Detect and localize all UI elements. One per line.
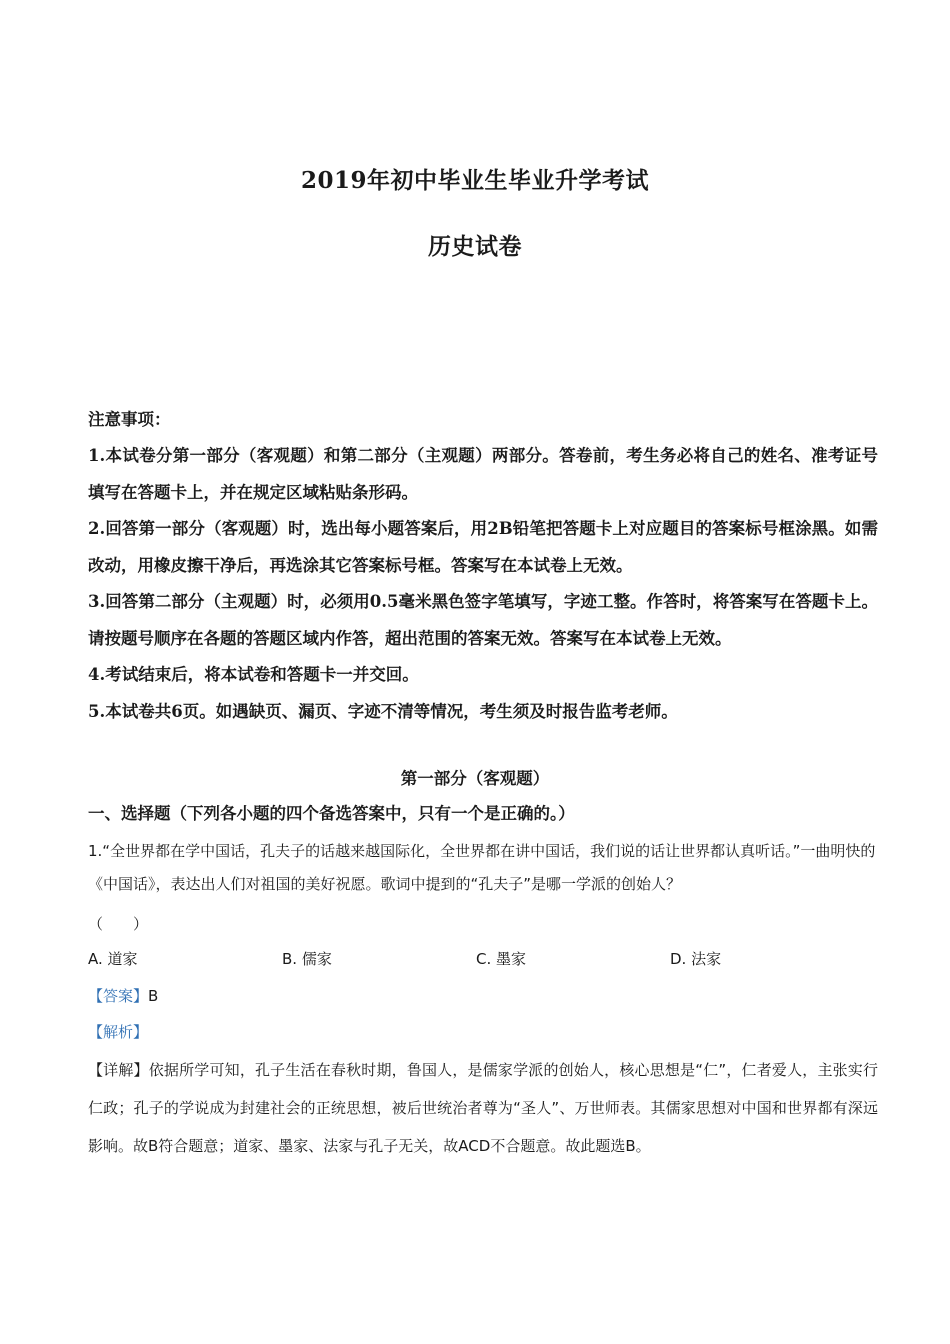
option-a: A. 道家 bbox=[88, 950, 138, 968]
option-c: C. 墨家 bbox=[476, 950, 527, 968]
question-1-options bbox=[88, 944, 878, 974]
section-title: 第一部分（客观题） bbox=[400, 769, 550, 788]
notice-item-4: 4.考试结束后，将本试卷和答题卡一并交回。 bbox=[88, 665, 419, 684]
exam-subtitle: 历史试卷 bbox=[428, 233, 522, 260]
option-b: B. 儒家 bbox=[282, 950, 332, 968]
exam-title: 2019年初中毕业生毕业升学考试 bbox=[300, 167, 649, 194]
answer-blank: （ ） bbox=[88, 915, 149, 933]
option-d: D. 法家 bbox=[670, 950, 722, 968]
answer-row bbox=[88, 981, 158, 1011]
notice-block bbox=[88, 402, 878, 730]
notice-item-5: 5.本试卷共6页。如遇缺页、漏页、字迹不清等情况，考生须及时报告监考老师。 bbox=[88, 701, 678, 721]
notice-item-1: 1.本试卷分第一部分（客观题）和第二部分（主观题）两部分。答卷前，考生务必将自己的姓名、准考证号填写在答题卡上，并在规定区域粘贴条形码。 bbox=[88, 446, 878, 502]
answer-value: B bbox=[148, 987, 159, 1005]
question-1-stem: 1.“全世界都在学中国话，孔夫子的话越来越国际化，全世界都在讲中国话，我们说的话让世界都认真听话。”一曲明快的《中国话》，表达出人们对祖国的美好祝愿。歌词中提到的“孔夫子”是哪一学派的创始人？ bbox=[88, 842, 876, 893]
notice-heading: 注意事项： bbox=[88, 410, 171, 429]
analysis-row bbox=[88, 1017, 148, 1047]
detail-explanation: 【详解】依据所学可知，孔子生活在春秋时期，鲁国人，是儒家学派的创始人，核心思想是“仁”，仁者爱人，主张实行仁政；孔子的学说成为封建社会的正统思想，被后世统治者尊为“圣人”、万世师表。其儒家思想对中国和世界都有深远影响。故B符合题意；道家、墨家、法家与孔子无关，故ACD不合题意。故此题选B。 bbox=[88, 1061, 878, 1155]
notice-item-3: 3.回答第二部分（主观题）时，必须用0.5毫米黑色签字笔填写，字迹工整。作答时，将答案写在答题卡上。请按题号顺序在各题的答题区域内作答，超出范围的答案无效。答案写在本试卷上无效。 bbox=[88, 592, 878, 648]
analysis-tag: 【解析】 bbox=[88, 1023, 149, 1041]
notice-item-2: 2.回答第一部分（客观题）时，选出每小题答案后，用2B铅笔把答题卡上对应题目的答案标号框涂黑。如需改动，用橡皮擦干净后，再选涂其它答案标号框。答案写在本试卷上无效。 bbox=[88, 519, 878, 575]
answer-tag: 【答案】 bbox=[88, 987, 149, 1005]
part-title: 一、选择题（下列各小题的四个备选答案中，只有一个是正确的。） bbox=[88, 804, 575, 823]
